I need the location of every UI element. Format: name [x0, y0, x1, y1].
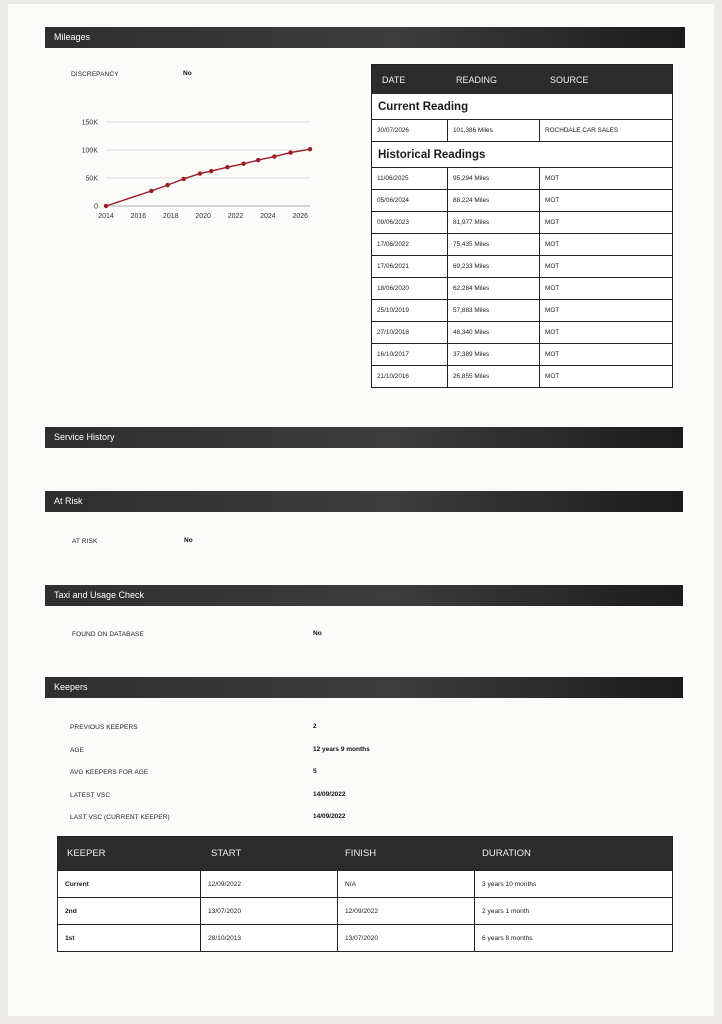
table-row [372, 277, 672, 299]
y-tick-label: 0 [94, 203, 98, 211]
age-label: AGE [70, 747, 85, 754]
cell-duration: 2 years 1 month [482, 907, 530, 915]
table-row [372, 321, 672, 343]
cell-start: 12/09/2022 [201, 871, 338, 897]
chart-point [241, 162, 245, 166]
cell-reading: 88,224 Miles [448, 190, 540, 211]
service-history-section-header: Service History [45, 427, 683, 448]
previous-keepers-label: PREVIOUS KEEPERS [70, 724, 138, 731]
table-row [372, 233, 672, 255]
cell-source: ROCHDALE CAR SALES [545, 127, 619, 134]
x-tick-label: 2016 [130, 213, 147, 220]
table-row [372, 167, 672, 189]
table-row [372, 119, 672, 141]
chart-point [104, 204, 108, 208]
cell-keeper: 2nd [58, 898, 201, 924]
current-reading-heading: Current Reading [378, 100, 469, 113]
cell-reading: 81,977 Miles [448, 212, 540, 233]
mileage-table [371, 64, 673, 388]
cell-duration: 3 years 10 months [482, 880, 537, 888]
chart-grid [106, 122, 310, 206]
table-row [372, 255, 672, 277]
cell-reading: 26,855 Miles [448, 366, 540, 387]
x-tick-label: 2020 [195, 213, 211, 220]
mileage-chart [60, 112, 320, 224]
table-row [372, 365, 672, 387]
col-keeper: KEEPER [67, 848, 106, 859]
x-tick-label: 2026 [292, 213, 309, 220]
avg-keepers-label: AVG KEEPERS FOR AGE [70, 769, 149, 776]
table-row [372, 343, 672, 365]
table-row [58, 870, 672, 897]
chart-point [165, 183, 169, 187]
last-vsc-label: LAST VSC (CURRENT KEEPER) [70, 814, 170, 821]
cell-reading: 69,233 Miles [448, 256, 540, 277]
x-tick-label: 2018 [162, 213, 179, 220]
at-risk-label: AT RISK [72, 538, 98, 545]
chart-point [225, 165, 229, 169]
col-reading: READING [456, 74, 498, 85]
chart-point [149, 189, 153, 193]
cell-date: 30/07/2026 [372, 120, 448, 141]
cell-source: MOT [545, 373, 560, 380]
table-row [372, 211, 672, 233]
table-row [58, 924, 672, 951]
cell-date: 17/06/2021 [372, 256, 448, 277]
cell-source: MOT [545, 351, 560, 358]
cell-finish: 12/09/2022 [338, 898, 475, 924]
col-start: START [211, 848, 242, 859]
cell-finish: 13/07/2020 [338, 925, 475, 951]
cell-reading: 37,389 Miles [448, 344, 540, 365]
cell-source: MOT [545, 241, 560, 248]
taxi-usage-section-header: Taxi and Usage Check [45, 585, 683, 606]
latest-vsc-label: LATEST VSC [70, 792, 111, 799]
age-value: 12 years 9 months [313, 746, 370, 753]
keepers-table [57, 836, 673, 952]
cell-date: 16/10/2017 [372, 344, 448, 365]
cell-reading: 57,883 Miles [448, 300, 540, 321]
historical-readings-heading: Historical Readings [372, 141, 672, 167]
found-on-database-value: No [313, 630, 322, 637]
cell-keeper: 1st [58, 925, 201, 951]
cell-source: MOT [545, 219, 560, 226]
col-source: SOURCE [550, 74, 589, 85]
keepers-table-header [58, 837, 672, 870]
y-tick-label: 50K [85, 175, 98, 183]
x-tick-label: 2022 [227, 213, 244, 220]
latest-vsc-value: 14/09/2022 [313, 791, 346, 798]
col-finish: FINISH [345, 848, 377, 859]
cell-reading: 48,340 Miles [448, 322, 540, 343]
x-tick-label: 2024 [260, 213, 276, 220]
discrepancy-value: No [183, 70, 192, 77]
cell-source: MOT [545, 197, 560, 204]
chart-point [198, 171, 202, 175]
keepers-section-header: Keepers [45, 677, 683, 698]
cell-date: 18/06/2020 [372, 278, 448, 299]
discrepancy-label: DISCREPANCY [71, 71, 119, 78]
avg-keepers-value: 5 [313, 768, 317, 775]
cell-date: 05/06/2024 [372, 190, 448, 211]
table-row [372, 299, 672, 321]
chart-point [182, 177, 186, 181]
at-risk-value: No [184, 537, 193, 544]
cell-date: 27/10/2018 [372, 322, 448, 343]
cell-reading: 62,284 Miles [448, 278, 540, 299]
cell-source: MOT [545, 263, 560, 270]
chart-point [272, 154, 276, 158]
cell-finish: N/A [338, 871, 475, 897]
cell-start: 28/10/2013 [201, 925, 338, 951]
y-tick-label: 150K [81, 119, 98, 127]
cell-reading: 101,386 Miles [448, 120, 540, 141]
x-tick-label: 2014 [98, 213, 114, 220]
cell-date: 09/06/2023 [372, 212, 448, 233]
cell-source: MOT [545, 285, 560, 292]
cell-date: 17/06/2022 [372, 234, 448, 255]
cell-source: MOT [545, 307, 560, 314]
chart-x-axis [98, 213, 308, 220]
cell-keeper: Current [58, 871, 201, 897]
chart-point [256, 158, 260, 162]
cell-source: MOT [545, 329, 560, 336]
mileages-section-header: Mileages [45, 27, 685, 48]
cell-date: 21/10/2016 [372, 366, 448, 387]
cell-date: 25/10/2019 [372, 300, 448, 321]
cell-date: 11/06/2025 [372, 168, 448, 189]
chart-point [288, 150, 292, 154]
last-vsc-value: 14/09/2022 [313, 813, 346, 820]
found-on-database-label: FOUND ON DATABASE [72, 631, 144, 638]
mileage-table-header [372, 65, 672, 94]
at-risk-section-header: At Risk [45, 491, 683, 512]
chart-point [308, 147, 312, 151]
table-row [58, 897, 672, 924]
y-tick-label: 100K [81, 147, 98, 155]
cell-reading: 75,435 Miles [448, 234, 540, 255]
cell-source: MOT [545, 175, 560, 182]
col-date: DATE [382, 74, 406, 85]
col-duration: DURATION [482, 848, 531, 859]
previous-keepers-value: 2 [313, 723, 317, 730]
cell-duration: 6 years 8 months [482, 934, 533, 942]
cell-start: 13/07/2020 [201, 898, 338, 924]
chart-y-axis [82, 120, 99, 211]
chart-point [209, 169, 213, 173]
cell-reading: 95,294 Miles [448, 168, 540, 189]
table-row [372, 189, 672, 211]
